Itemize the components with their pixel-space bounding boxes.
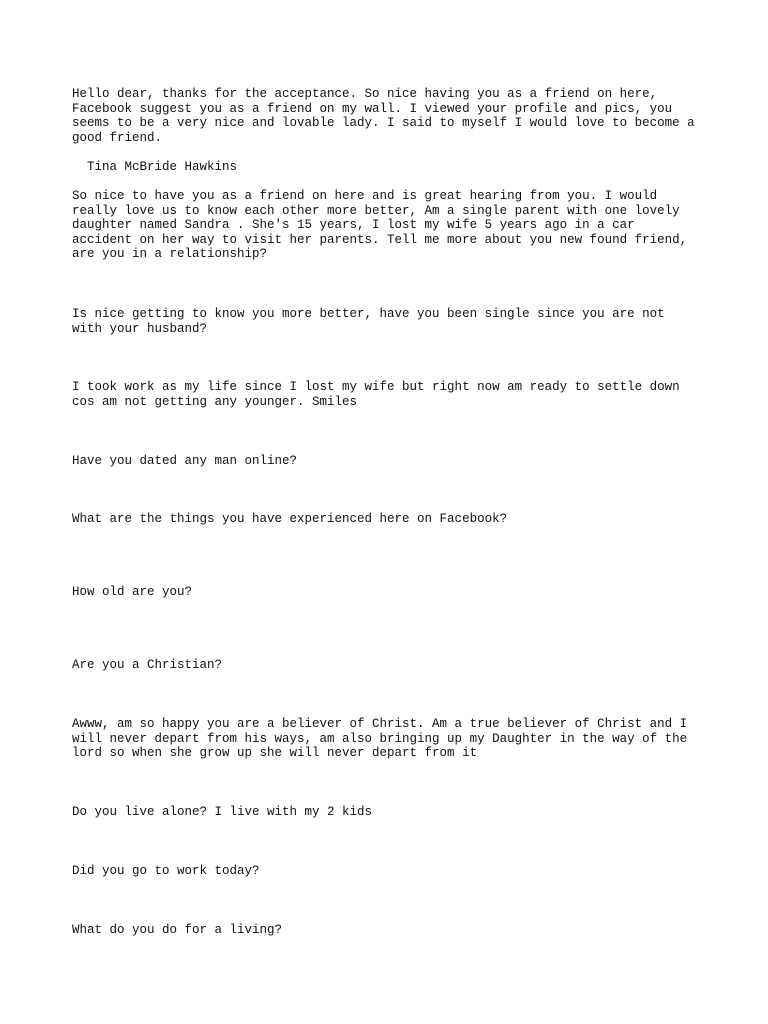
paragraph-live-alone: Do you live alone? I live with my 2 kids bbox=[72, 805, 373, 819]
paragraph-facebook-experience: What are the things you have experienced here on Facebook? bbox=[72, 512, 508, 526]
paragraph-name: Tina McBride Hawkins bbox=[72, 160, 238, 174]
paragraph-introduction: So nice to have you as a friend on here and is great hearing from you. I would really love us to know each other more better, Am a single parent with one lovely daughter named Sandra . She's 15 years, I lost my wife 5 years ago in a car accident on her way to visit her parents. Tell me more about you new found friend, are you in a relationship? bbox=[72, 189, 688, 262]
paragraph-work-today: Did you go to work today? bbox=[72, 864, 260, 878]
paragraph-age-question: How old are you? bbox=[72, 585, 193, 599]
paragraph-occupation: What do you do for a living? bbox=[72, 923, 283, 937]
paragraph-greeting: Hello dear, thanks for the acceptance. So nice having you as a friend on here, Facebook suggest you as a friend on my wall. I viewed your profile and pics, you seems to be a very nice and lovable lady. I said to myself I would love to become a good friend. bbox=[72, 87, 695, 145]
paragraph-dated-online: Have you dated any man online? bbox=[72, 454, 298, 468]
paragraph-work-life: I took work as my life since I lost my wife but right now am ready to settle down cos am not getting any younger. Smiles bbox=[72, 380, 680, 409]
paragraph-believer: Awww, am so happy you are a believer of Christ. Am a true believer of Christ and I will never depart from his ways, am also bringing up my Daughter in the way of the lord so when she grow up she will never depart from it bbox=[72, 717, 688, 761]
paragraph-single-question: Is nice getting to know you more better, have you been single since you are not with your husband? bbox=[72, 307, 665, 336]
paragraph-christian-question: Are you a Christian? bbox=[72, 658, 223, 672]
